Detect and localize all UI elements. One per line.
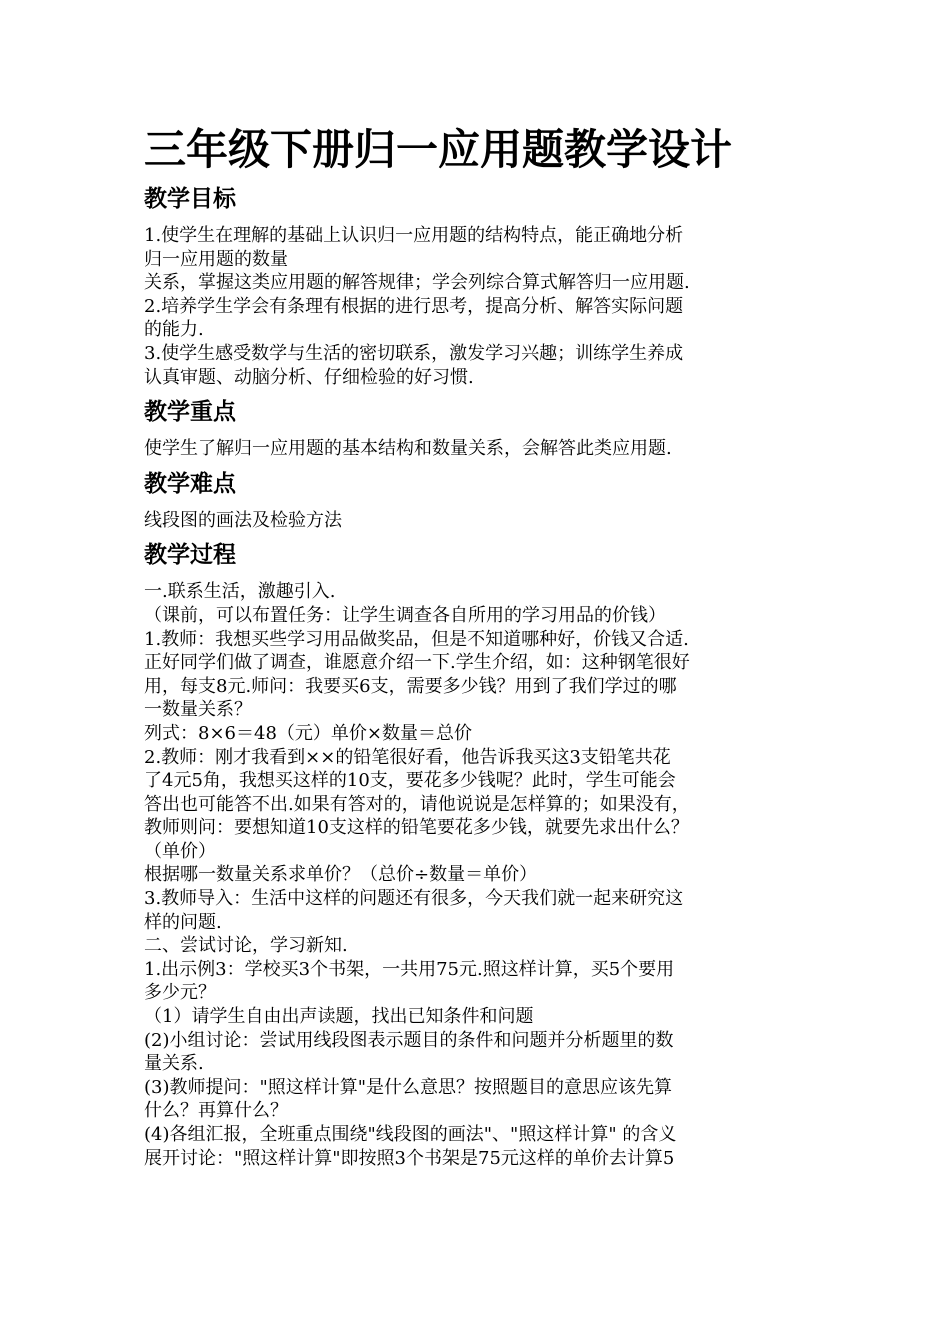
body-text-line: 关系，掌握这类应用题的解答规律；学会列综合算式解答归一应用题.: [144, 272, 690, 294]
document-page: [144, 120, 816, 1178]
body-text-line: （课前，可以布置任务：让学生调查各自所用的学习用品的价钱）: [144, 604, 666, 626]
body-text-line: 多少元？: [144, 982, 216, 1004]
body-text-line: 教师则问：要想知道10支这样的铅笔要花多少钱，就要先求出什么？: [144, 817, 689, 839]
body-text-line: 答出也可能答不出.如果有答对的，请他说说是怎样算的；如果没有，: [144, 793, 690, 815]
teaching-process-section-heading: 教学过程: [144, 542, 236, 569]
body-text-line: 的能力.: [144, 319, 204, 341]
body-text-line: 1.出示例3：学校买3个书架，一共用75元.照这样计算，买5个要用: [144, 958, 675, 980]
body-text-line: 2.教师：刚才我看到××的铅笔很好看，他告诉我买这3支铅笔共花: [144, 746, 671, 768]
body-text-line: 使学生了解归一应用题的基本结构和数量关系，会解答此类应用题.: [144, 438, 672, 460]
body-text-line: 1.使学生在理解的基础上认识归一应用题的结构特点，能正确地分析: [144, 225, 684, 246]
body-text-line: 归一应用题的数量: [144, 248, 288, 270]
teaching-process-section-body: [144, 580, 816, 1170]
teaching-objectives-section-heading: 教学目标: [144, 186, 236, 212]
body-text-line: 根据哪一数量关系求单价？（总价÷数量＝单价）: [144, 864, 538, 886]
body-text-line: 二、尝试讨论，学习新知.: [144, 935, 348, 957]
document-body: [144, 184, 816, 1170]
body-text-line: 线段图的画法及检验方法: [144, 509, 342, 531]
body-text-line: 样的问题.: [144, 911, 222, 933]
body-text-line: 一.联系生活，激趣引入.: [144, 581, 336, 603]
body-text-line: 3.教师导入：生活中这样的问题还有很多，今天我们就一起来研究这: [144, 888, 684, 910]
body-text-line: 量关系.: [144, 1053, 204, 1075]
teaching-difficulties-section-heading: 教学难点: [144, 470, 236, 497]
body-text-line: 什么？再算什么？: [144, 1100, 288, 1122]
teaching-key-points-section-body: [144, 437, 816, 461]
body-text-line: 展开讨论："照这样计算"即按照3个书架是75元这样的单价去计算5: [144, 1147, 675, 1169]
body-text-line: 列式：8×6＝48（元）单价×数量＝总价: [144, 722, 472, 744]
teaching-difficulties-section-body: [144, 509, 816, 533]
body-text-line: 2.培养学生学会有条理有根据的进行思考，提高分析、解答实际问题: [144, 295, 684, 317]
body-text-line: （单价）: [144, 840, 216, 862]
body-text-line: 认真审题、动脑分析、仔细检验的好习惯.: [144, 366, 474, 388]
body-text-line: 一数量关系？: [144, 699, 252, 721]
body-text-line: (4)各组汇报，全班重点围绕"线段图的画法"、"照这样计算" 的含义: [144, 1124, 677, 1145]
body-text-line: （1）请学生自由出声读题，找出已知条件和问题: [144, 1006, 534, 1028]
document-title: 三年级下册归一应用题教学设计: [144, 125, 733, 174]
body-text-line: 用，每支8元.师问：我要买6支，需要多少钱？用到了我们学过的哪: [144, 675, 677, 697]
teaching-objectives-section-body: [144, 224, 816, 389]
body-text-line: 1.教师：我想买些学习用品做奖品，但是不知道哪种好，价钱又合适.: [144, 628, 689, 650]
body-text-line: 3.使学生感受数学与生活的密切联系，激发学习兴趣；训练学生养成: [144, 342, 684, 364]
body-text-line: (3)教师提问："照这样计算"是什么意思？按照题目的意思应该先算: [144, 1076, 673, 1098]
teaching-key-points-section-heading: 教学重点: [144, 399, 236, 426]
body-text-line: (2)小组讨论：尝试用线段图表示题目的条件和问题并分析题里的数: [144, 1029, 674, 1051]
body-text-line: 正好同学们做了调查，谁愿意介绍一下.学生介绍，如：这种钢笔很好: [144, 652, 690, 674]
body-text-line: 了4元5角，我想买这样的10支，要花多少钱呢？此时，学生可能会: [144, 770, 676, 792]
